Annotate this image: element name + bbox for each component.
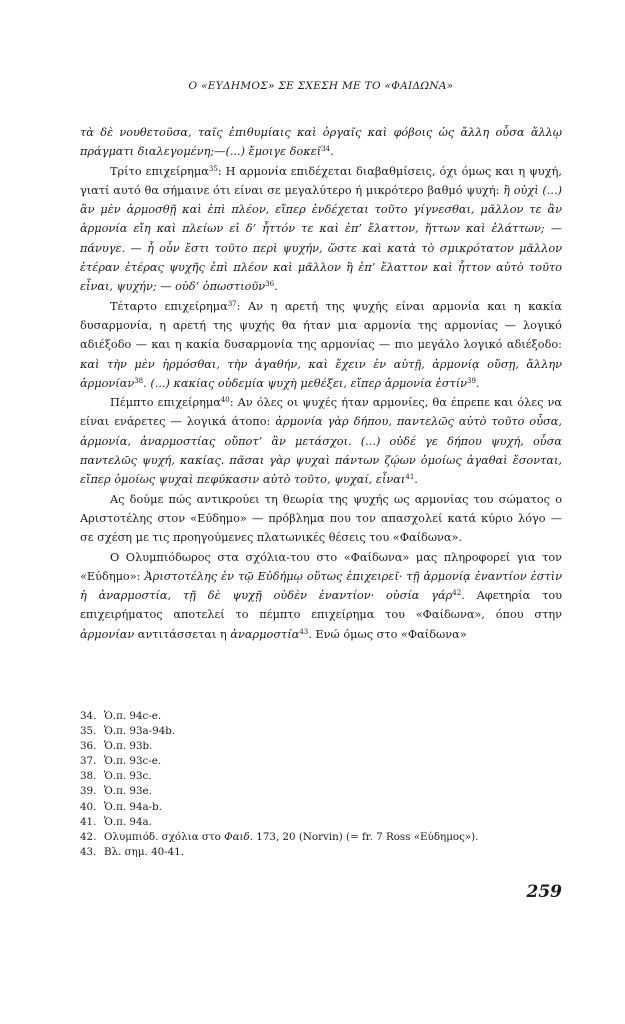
book-page [80, 0, 562, 1024]
footnote-number: 40. [80, 800, 97, 813]
footnote-text [104, 709, 562, 724]
footnote-number: 36. [80, 740, 97, 753]
footnote-number: 42. [80, 830, 97, 843]
footnote [80, 754, 562, 769]
footnote-number: 41. [80, 815, 97, 828]
text-run: Ὁ.π. 93e. [104, 785, 152, 798]
text-run: Ολυμπιόδ. σχόλια στο [104, 830, 225, 843]
footnote [80, 724, 562, 739]
footnote-ref: 43 [299, 627, 309, 636]
footnote-ref: 34 [321, 145, 331, 154]
paragraph [80, 490, 562, 548]
text-run: Τέταρτο επιχείρημα [110, 299, 228, 313]
footnotes [80, 709, 562, 860]
footnote [80, 815, 562, 830]
text-run: — [160, 280, 176, 294]
greek-quotation: καὶ τὴν μὲν ἡρμόσθαι, τὴν ἀγαθήν, καὶ ἔχειν ἐν αὐτῇ, ἁρμονίᾳ οὔσῃ, ἄλλην ἁρμονίαν [80, 357, 562, 390]
paragraph [80, 297, 562, 393]
running-head: Ο «ΕΥΔΗΜΟΣ» ΣΕ ΣΧΕΣΗ ΜΕ ΤΟ «ΦΑΙΔΩΝΑ» [188, 80, 454, 92]
paragraph [80, 393, 562, 489]
text-run: Ο Ολυμπιόδωρος στα σχόλια-του στο «Φαίδωνα» μας πληροφορεί για τον «Εύδημο»: [80, 550, 562, 583]
footnote-text [104, 800, 562, 815]
footnote-text [104, 784, 562, 799]
greek-quotation: πάνυγε. [80, 241, 131, 255]
footnote-ref: 41 [405, 473, 415, 482]
footnote [80, 709, 562, 724]
paragraph [80, 123, 562, 162]
footnote-text [104, 739, 562, 754]
page-number: 259 [526, 882, 562, 902]
paragraph [80, 162, 562, 297]
body-text [80, 123, 562, 644]
text-run: Πέμπτο επιχείρημα [110, 396, 221, 410]
footnote-ref: 38 [134, 376, 144, 385]
footnote [80, 784, 562, 799]
footnote-ref: 35 [208, 164, 218, 173]
greek-quotation: (...) κακίας οὐδεμία ψυχὴ μεθέξει, εἴπερ ἁρμονία ἐστίν [150, 376, 468, 390]
footnote [80, 769, 562, 784]
footnote [80, 845, 562, 860]
greek-quotation: Ἀριστοτέλης ἐν τῷ Εὐδήμῳ οὕτως ἐπιχειρεῖ· τῇ ἁρμονίᾳ ἐναντίον ἐστὶν ἡ ἀναρμοστία, τῇ δὲ ψυχῇ οὐδὲν ἐναντίον· οὐσία γάρ [80, 569, 562, 603]
footnote [80, 739, 562, 754]
text-run: 173, 20 (Norvin) (= fr. 7 Ross «Εύδημος»). [253, 830, 479, 843]
footnote-number: 37. [80, 755, 97, 768]
footnote [80, 830, 562, 845]
greek-quotation: ἁρμονίαν [80, 627, 135, 641]
text-run: Ὁ.π. 93a-94b. [104, 725, 176, 738]
footnote-number: 43. [80, 845, 97, 858]
text-run: Ὁ.π. 93c. [104, 770, 152, 783]
text-run: Ὁ.π. 94c-e. [104, 710, 162, 722]
footnote-text [104, 754, 562, 769]
text-run: . [475, 376, 480, 390]
footnote-ref: 37 [227, 299, 237, 308]
greek-quotation: ἢ οὐχὶ (...) ἂν μὲν ἁρμοσθῇ καὶ ἐπὶ πλέον, εἴπερ ἐνδέχεται τοῦτο γίγνεσθαι, μᾶλλον τε ἂν ἁρμονία εἴη καὶ πλείων εἰ δ’ ἧττόν τε καὶ ἐπ’ ἔλαττον, ἥττων καὶ ἐλάττων; [80, 183, 562, 236]
footnote-text [104, 769, 562, 784]
greek-quotation: ἀναρμοστία [230, 627, 300, 641]
text-run: . [274, 280, 278, 294]
footnote-number: 34. [80, 710, 97, 722]
text-run: . [414, 473, 418, 487]
text-run: . Αφετηρία του επιχειρήματος αποτελεί το πέμπτο επιχείρημα του «Φαίδωνα», όπου στην [80, 589, 562, 622]
footnote [80, 800, 562, 815]
text-run: — [130, 241, 148, 255]
footnote-text [104, 830, 562, 845]
text-run: : Αν όλες οι ψυχές ήταν αρμονίες, θα έπρεπε και όλες να είναι ενάρετες — λογικά άτοπο: [80, 396, 563, 429]
footnote-number: 39. [80, 785, 97, 798]
footnote-number: 35. [80, 725, 97, 738]
text-run: : Αν η αρετή της ψυχής είναι αρμονία και η κακία δυσαρμονία, η αρετή της ψυχής θα ήταν μια αρμονία της αρμονίας — λογικό αδιέξοδο — και η κακία δυσαρμονία της αρμονίας — πιο μεγάλο λογικό αδιέξοδο: [80, 299, 563, 352]
footnote-text [104, 845, 562, 860]
footnote-ref: 39 [467, 376, 476, 385]
greek-quotation: Φαιδ. [224, 830, 254, 843]
text-run: Ὁ.π. 94a. [104, 815, 152, 828]
text-run: Ας δούμε πώς αντικρούει τη θεωρία της ψυχής ως αρμονίας του σώματος ο Αριστοτέλης στον «Εύδημο» — πρόβλημα που τον απασχολεί κατά κύριο λόγο — σε σχέση με τις προηγούμενες πλατωνικές θέσεις του «Φαίδωνα». [80, 492, 562, 545]
text-run: . [143, 376, 151, 390]
text-run: Ὁ.π. 94a-b. [104, 800, 163, 813]
greek-quotation: τὰ δὲ νουθετοῦσα, ταῖς ἐπιθυμίαις καὶ ὀργαῖς καὶ φόβοις ὡς ἄλλη οὖσα ἄλλῳ πράγματι διαλεγομένη;—(...) ἔμοιγε δοκεῖ [80, 126, 562, 159]
text-run: — [550, 222, 562, 236]
greek-quotation: οὐδ’ ὁπωστιοῦν [175, 280, 266, 294]
text-run: . [330, 145, 334, 159]
paragraph [80, 548, 562, 644]
text-run: Τρίτο επιχείρημα [110, 164, 209, 178]
footnote-ref: 42 [452, 589, 462, 598]
greek-quotation: ἁρμονία γὰρ δήπου, παντελῶς αὐτὸ τοῦτο οὖσα, ἁρμονία, ἀναρμοστίας οὔποτ’ ἂν μετάσχοι. (...) οὐδέ γε δήπου ψυχή, οὖσα παντελῶς ψυχή, κακίας. πᾶσαι γὰρ ψυχαὶ πάντων ζῴων ὁμοίως ἀγαθαὶ ἔσονται, εἴπερ ὁμοίως ψυχαὶ πεφύκασιν αὐτὸ τοῦτο, ψυχαί, εἶναι [80, 415, 562, 487]
text-run: Ὁ.π. 93c-e. [104, 755, 162, 768]
footnote-ref: 36 [265, 280, 275, 289]
footnote-ref: 40 [220, 396, 230, 405]
text-run: . Ενώ όμως στο «Φαίδωνα» [308, 627, 467, 641]
greek-quotation: ἦ οὖν ἔστι τοῦτο περὶ ψυχήν, ὥστε καὶ κατὰ τὸ σμικρότατον μᾶλλον ἑτέραν ἑτέρας ψυχῆς ἐπὶ πλέον καὶ μᾶλλον ἢ ἐπ’ ἔλαττον καὶ ἧττον αὐτὸ τοῦτο εἶναι, ψυχήν; [80, 241, 562, 294]
footnote-text [104, 815, 562, 830]
footnote-number: 38. [80, 770, 97, 783]
footnote-text [104, 724, 562, 739]
text-run: : Η αρμονία επιδέχεται διαβαθμίσεις, όχι όμως και η ψυχή, γιατί αυτό θα σήμαινε ότι είναι σε μεγαλύτερο ή μικρότερο βαθμό ψυχή: [80, 164, 563, 197]
text-run: Βλ. σημ. 40-41. [104, 845, 185, 858]
text-run: Ὁ.π. 93b. [104, 740, 153, 753]
text-run: αντιτάσσεται η [134, 627, 231, 641]
